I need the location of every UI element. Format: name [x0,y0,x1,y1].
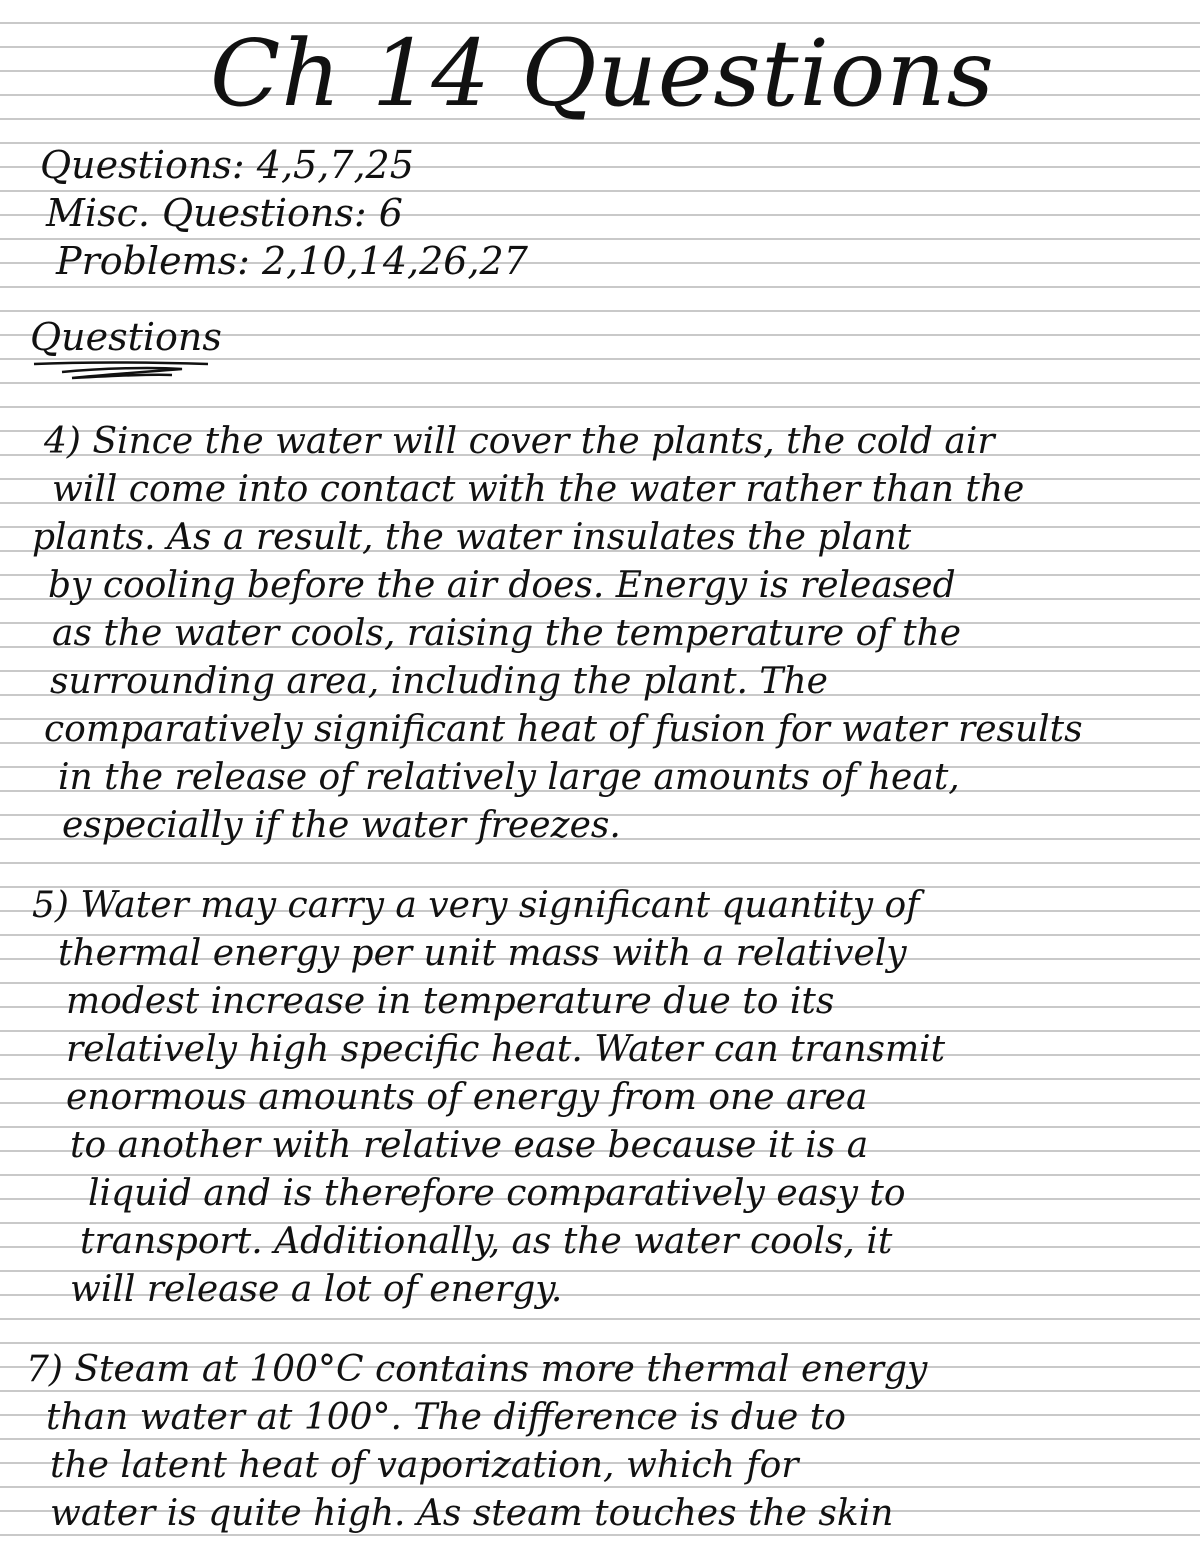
answer-line: plants. As a result, the water insulates the plant [32,517,912,558]
assignment-problems: Problems: 2,10,14,26,27 [56,239,528,283]
answer-line: 7) Steam at 100°C contains more thermal energy [26,1349,928,1390]
answer-line: enormous amounts of energy from one area [66,1077,868,1118]
answer-line: than water at 100°. The difference is due to [46,1397,846,1438]
answer-line: in the release of relatively large amounts of heat, [58,757,960,798]
answer-line: to another with relative ease because it is a [70,1125,869,1166]
answer-line: 4) Since the water will cover the plants, the cold air [44,421,995,462]
answer-line: comparatively significant heat of fusion for water results [44,709,1083,750]
answer-line: by cooling before the air does. Energy is released [48,565,956,606]
section-heading: Questions [30,315,222,359]
answer-line: water is quite high. As steam touches the skin [50,1493,894,1534]
answer-line: the latent heat of vaporization, which for [50,1445,799,1486]
page-title: Ch 14 Questions [210,20,995,127]
answer-line: will come into contact with the water rather than the [52,469,1025,510]
answer-line: especially if the water freezes. [62,805,621,846]
heading-underline-scribble [32,358,212,388]
answer-line: liquid and is therefore comparatively easy to [88,1173,906,1214]
answer-line: surrounding area, including the plant. The [50,661,828,702]
assignment-misc-questions: Misc. Questions: 6 [46,191,403,235]
answer-line: 5) Water may carry a very significant quantity of [32,885,920,926]
answer-line: transport. Additionally, as the water cools, it [80,1221,893,1262]
answer-line: thermal energy per unit mass with a relatively [58,933,907,974]
answer-line: modest increase in temperature due to its [66,981,835,1022]
answer-line: relatively high specific heat. Water can transmit [66,1029,946,1070]
assignment-questions: Questions: 4,5,7,25 [40,143,414,187]
answer-line: will release a lot of energy. [70,1269,563,1310]
answer-line: as the water cools, raising the temperature of the [52,613,962,654]
